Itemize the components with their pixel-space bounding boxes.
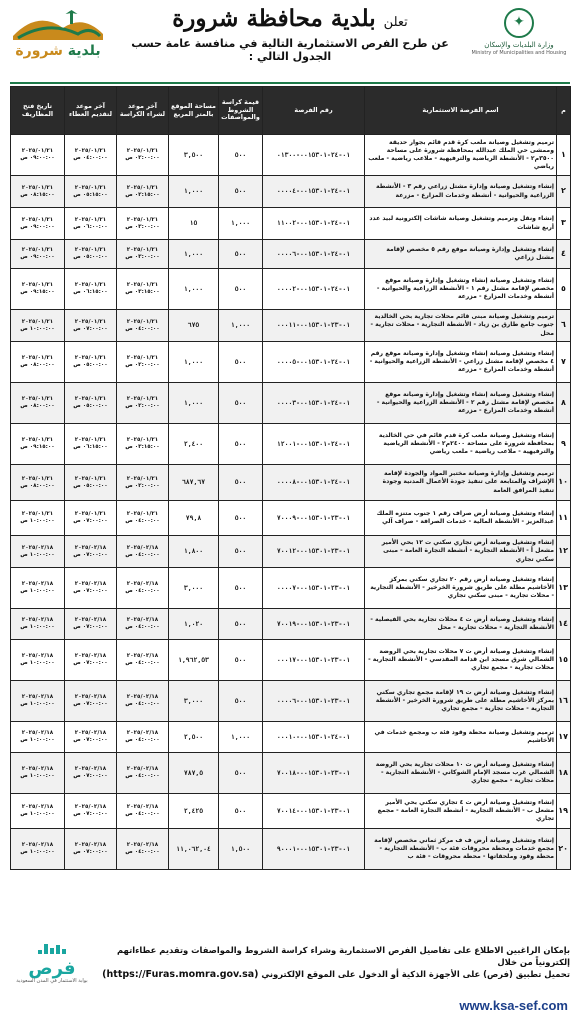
buy-deadline: ٢٠٢٥/٠١/٢١ ٠٢:١٥:٠٠ ص (117, 176, 169, 208)
ministry-name-en: Ministry of Municipalities and Housing (471, 49, 567, 56)
row-number: ٣ (557, 208, 571, 240)
table-row (11, 794, 571, 829)
buy-deadline: ٢٠٢٥/٠١/٢١ ٠٣:٠٠:٠٠ ص (117, 208, 169, 240)
site-area: ٣,٥٠٠ (169, 135, 219, 176)
opportunity-name: إنشاء وتشغيل وصيانة إنشاء وتشغيل وإدارة وصيانة موقع رقم ٤ مخصص لإقامة مشتل زراعي - الأنشطة الزراعية والحيوانية - أنشطة وخدمات المزارع - مزرعة (365, 342, 557, 383)
table-row (11, 753, 571, 794)
site-area: ٢,٤٢٥ (169, 794, 219, 829)
opportunity-name: ترميم وتشغيل وإدارة وصيانة مختبر المواد والجودة لإقامة الإشراف والمتابعة على تنفيذ جودة الأعمال المدنية وجودة تنفيذ المرافق العامة (365, 465, 557, 501)
row-number: ١٢ (557, 536, 571, 568)
site-area: ٧٩,٨ (169, 501, 219, 536)
envelope-open-date: ٢٠٢٥/٠١/٢١ ١٠:٠٠:٠٠ ص (11, 310, 65, 342)
opportunity-id: ٠١-٢٤-٠٠١٥٣٠١-١١٠٠٢ (263, 208, 365, 240)
row-number: ١ (557, 135, 571, 176)
row-number: ٧ (557, 342, 571, 383)
buy-deadline: ٢٠٢٥/٠١/٢١ ٠٣:٠٠:٠٠ ص (117, 240, 169, 269)
table-row (11, 383, 571, 424)
booklet-fee: ٥٠٠ (219, 753, 263, 794)
submit-deadline: ٢٠٢٥/٠١/٢١ ٠٥:٠٠:٠٠ ص (65, 342, 117, 383)
furas-logo (12, 944, 92, 990)
site-area: ٦٧٥ (169, 310, 219, 342)
furas-url-link[interactable]: (https://Furas.momra.gov.sa) (102, 969, 259, 981)
opportunity-name: إنشاء وتشغيل وصيانة أرض ت ١٠ محلات تجارية بحي الروضة الشمالي غرب مسجد الإمام الشوكاني - الأنشطة التجارية - محلات تجارية - مجمع تجاري (365, 753, 557, 794)
footer-line-1: بإمكان الراغبين الاطلاع على تفاصيل الفرص الاستثمارية وشراء كراسة الشروط والمواصفات وتقديم عطاءاتهم إلكترونياً من خلال (116, 945, 570, 968)
opportunity-name: ترميم وتشغيل وصيانة مبنى قائم محلات تجارية بحي الخالدية جنوب جامع طارق بن زياد - الأنشطة التجارية - محلات تجارية - محل (365, 310, 557, 342)
submit-deadline: ٢٠٢٥/٠١/٢١ ٠٥:١٥:٠٠ ص (65, 176, 117, 208)
site-area: ١,٠٠٠ (169, 342, 219, 383)
header-area: مساحة الموقع بالمتر المربع (169, 87, 219, 135)
buy-deadline: ٢٠٢٥/٠٢/١٨ ٠٤:٠٠:٠٠ ص (117, 722, 169, 753)
palm-emblem-icon: ✦ (504, 8, 534, 38)
buy-deadline: ٢٠٢٥/٠٢/١٨ ٠٤:٠٠:٠٠ ص (117, 536, 169, 568)
booklet-fee: ١,٠٠٠ (219, 310, 263, 342)
opportunity-name: إنشاء وتشغيل وصيانة أرض ت ٤ تجاري سكني بحي الأمير مشعل ب - الأنشطة التجارية - أنشطة التجارة العامة - مجمع تجاري (365, 794, 557, 829)
opportunity-id: ٠١-٢٣-٠٠١٥٣٠١-٧٠٠٠٩ (263, 501, 365, 536)
buy-deadline: ٢٠٢٥/٠٢/١٨ ٠٤:٠٠:٠٠ ص (117, 794, 169, 829)
row-number: ٩ (557, 424, 571, 465)
buy-deadline: ٢٠٢٥/٠٢/١٨ ٠٤:٠٠:٠٠ ص (117, 609, 169, 640)
row-number: ١٣ (557, 568, 571, 609)
buy-deadline: ٢٠٢٥/٠١/٢١ ٠٢:٠٠:٠٠ ص (117, 135, 169, 176)
buy-deadline: ٢٠٢٥/٠١/٢١ ٠٣:١٥:٠٠ ص (117, 269, 169, 310)
table-row (11, 640, 571, 681)
submit-deadline: ٢٠٢٥/٠١/٢١ ٠٥:٠٠:٠٠ ص (65, 465, 117, 501)
opportunity-id: ٠١-٢٤-٠٠١٥٣٠١-٠٠٠٠٦ (263, 240, 365, 269)
submit-deadline: ٢٠٢٥/٠٢/١٨ ٠٧:٠٠:٠٠ ص (65, 640, 117, 681)
site-area: ١,٠٠٠ (169, 176, 219, 208)
table-row (11, 240, 571, 269)
envelope-open-date: ٢٠٢٥/٠١/٢١ ٠٩:١٥:٠٠ ص (11, 424, 65, 465)
opportunity-name: إنشاء وتشغيل وصيانة أرض ف ف مركز ثماني مخصص لإقامة مجمع خدمات ومحطة محروقات فئة ب - الأنشطة التجارية - محطة وقود وملحقاتها - محطة محروقات - فئة ب (365, 829, 557, 870)
opportunity-name: إنشاء وتشغيل وصيانة إنشاء وتشغيل وإدارة وصيانة موقع مخصص لإقامة مشتل رقم ١ - الأنشطة الزراعية والحيوانية - أنشطة وخدمات المزارع - مزرعة (365, 269, 557, 310)
site-area: ١٥ (169, 208, 219, 240)
announce-word: تعلن (383, 15, 408, 30)
site-area: ٢,٥٠٠ (169, 722, 219, 753)
envelope-open-date: ٢٠٢٥/٠٢/١٨ ١٠:٠٠:٠٠ ص (11, 609, 65, 640)
opportunity-name: إنشاء وتشغيل وصيانة ملعب كرة قدم قائم في حي الخالدية بمحافظة شرورة على مساحة ٢٤٠٠م٢ - الأنشطة الرياضية والترفيهية - ملاعب رياضية - ملعب رياضي (365, 424, 557, 465)
booklet-fee: ٥٠٠ (219, 794, 263, 829)
table-row (11, 681, 571, 722)
site-area: ١,٠٠٠ (169, 269, 219, 310)
site-area: ٣,٠٠٠ (169, 681, 219, 722)
booklet-fee: ١,٠٠٠ (219, 208, 263, 240)
submit-deadline: ٢٠٢٥/٠١/٢١ ٠٧:٠٠:٠٠ ص (65, 501, 117, 536)
footer-text (100, 944, 570, 982)
header-open-date: تاريخ فتح المظاريف (11, 87, 65, 135)
site-area: ٢,٤٠٠ (169, 424, 219, 465)
opportunity-id: ٠١-٢٤-٠٠١٥٣٠١-٠٠٠٠٢ (263, 269, 365, 310)
envelope-open-date: ٢٠٢٥/٠٢/١٨ ١٠:٠٠:٠٠ ص (11, 640, 65, 681)
envelope-open-date: ٢٠٢٥/٠٢/١٨ ١٠:٠٠:٠٠ ص (11, 829, 65, 870)
envelope-open-date: ٢٠٢٥/٠٢/١٨ ١٠:٠٠:٠٠ ص (11, 794, 65, 829)
header-fee: قيمة كراسة الشروط والمواصفات (219, 87, 263, 135)
envelope-open-date: ٢٠٢٥/٠٢/١٨ ١٠:٠٠:٠٠ ص (11, 753, 65, 794)
table-row (11, 536, 571, 568)
dunes-logo-icon (8, 6, 108, 40)
booklet-fee: ٥٠٠ (219, 609, 263, 640)
row-number: ١٩ (557, 794, 571, 829)
header-buy-deadline: آخر موعد لشراء الكراسة (117, 87, 169, 135)
announcement-header (0, 0, 580, 82)
opportunity-name: إنشاء وتشغيل وصيانة أرض ت ١٩ لإقامة مجمع تجاري سكني بمركز الأخاشيم مطلة على طريق شرورة الخرخير - الأنشطة التجارية - محلات تجارية - مجمع تجاري (365, 681, 557, 722)
buy-deadline: ٢٠٢٥/٠٢/١٨ ٠٤:٠٠:٠٠ ص (117, 829, 169, 870)
envelope-open-date: ٢٠٢٥/٠١/٢١ ٠٨:٠٠:٠٠ ص (11, 465, 65, 501)
table-row (11, 501, 571, 536)
table-row (11, 609, 571, 640)
header-divider (10, 82, 570, 84)
ministry-logo (464, 8, 574, 56)
opportunity-id: ٠١-٢٣-٠٠١٥٣٠١-٩٠٠٠١ (263, 829, 365, 870)
furas-wordmark: فرص (28, 958, 76, 979)
buy-deadline: ٢٠٢٥/٠١/٢١ ٠٤:٠٠:٠٠ ص (117, 501, 169, 536)
table-row (11, 722, 571, 753)
envelope-open-date: ٢٠٢٥/٠٢/١٨ ١٠:٠٠:٠٠ ص (11, 681, 65, 722)
buy-deadline: ٢٠٢٥/٠١/٢١ ٠٣:١٥:٠٠ ص (117, 424, 169, 465)
row-number: ١٨ (557, 753, 571, 794)
site-area: ١,٠٢٠ (169, 609, 219, 640)
envelope-open-date: ٢٠٢٥/٠١/٢١ ٠٩:٠٠:٠٠ ص (11, 208, 65, 240)
table-row (11, 465, 571, 501)
opportunity-name: إنشاء وتشغيل وصيانة وإدارة مشتل زراعي رقم ٣ - الأنشطة الزراعية والحيوانية - أنشطة وخدمات المزارع - مزرعة (365, 176, 557, 208)
envelope-open-date: ٢٠٢٥/٠١/٢١ ٠٨:٠٠:٠٠ ص (11, 342, 65, 383)
table-row (11, 568, 571, 609)
submit-deadline: ٢٠٢٥/٠٢/١٨ ٠٧:٠٠:٠٠ ص (65, 536, 117, 568)
table-body (11, 135, 571, 870)
footer (10, 944, 570, 994)
site-area: ١,٩٦٢,٥٣ (169, 640, 219, 681)
buy-deadline: ٢٠٢٥/٠١/٢١ ٠٢:٠٠:٠٠ ص (117, 465, 169, 501)
buy-deadline: ٢٠٢٥/٠١/٢١ ٠٤:٠٠:٠٠ ص (117, 310, 169, 342)
row-number: ١٧ (557, 722, 571, 753)
envelope-open-date: ٢٠٢٥/٠١/٢١ ١٠:٠٠:٠٠ ص (11, 501, 65, 536)
opportunity-name: إنشاء وتشغيل وإدارة وصيانة موقع رقم ٥ مخصص لإقامة مشتل زراعي (365, 240, 557, 269)
footer-line-2 (100, 968, 570, 982)
row-number: ٦ (557, 310, 571, 342)
site-area: ٦٨٧,٦٧ (169, 465, 219, 501)
opportunity-id: ٠١-٢٤-٠٠١٥٣٠١-٠١٣٠٠ (263, 135, 365, 176)
row-number: ١٤ (557, 609, 571, 640)
envelope-open-date: ٢٠٢٥/٠١/٢١ ٠٨:١٥:٠٠ ص (11, 176, 65, 208)
header-submit-deadline: آخر موعد لتقديم العطاء (65, 87, 117, 135)
opportunity-name: إنشاء وتشغيل وصيانة أرض رقم ٢٠ تجاري سكني بمركز الأخاشيم مطلة على طريق شرورة الخرخير - الأنشطة التجارية - محلات تجارية - مبنى سكني تجاري (365, 568, 557, 609)
envelope-open-date: ٢٠٢٥/٠٢/١٨ ١٠:٠٠:٠٠ ص (11, 722, 65, 753)
submit-deadline: ٢٠٢٥/٠٢/١٨ ٠٧:٠٠:٠٠ ص (65, 609, 117, 640)
opportunity-id: ٠١-٢٣-٠٠١٥٣٠١-٧٠٠١٤ (263, 794, 365, 829)
booklet-fee: ٥٠٠ (219, 640, 263, 681)
row-number: ١٠ (557, 465, 571, 501)
opportunity-id: ٠١-٢٤-٠٠١٥٣٠١-١٢٠٠١ (263, 424, 365, 465)
buy-deadline: ٢٠٢٥/٠٢/١٨ ٠٤:٠٠:٠٠ ص (117, 753, 169, 794)
submit-deadline: ٢٠٢٥/٠١/٢١ ٠٤:٠٠:٠٠ ص (65, 135, 117, 176)
envelope-open-date: ٢٠٢٥/٠٢/١٨ ١٠:٠٠:٠٠ ص (11, 568, 65, 609)
opportunity-id: ٠١-٢٤-٠٠١٥٣٠١-٠٠٠١٠ (263, 722, 365, 753)
buy-deadline: ٢٠٢٥/٠١/٢١ ٠٢:٠٠:٠٠ ص (117, 383, 169, 424)
row-number: ٢٠ (557, 829, 571, 870)
row-number: ١١ (557, 501, 571, 536)
buy-deadline: ٢٠٢٥/٠٢/١٨ ٠٤:٠٠:٠٠ ص (117, 640, 169, 681)
ministry-name-ar: وزارة البلديات والإسكان (484, 41, 554, 49)
row-number: ١٥ (557, 640, 571, 681)
logo-city: شرورة (15, 43, 63, 59)
opportunity-id: ٠١-٢٣-٠٠١٥٣٠١-٠٠٠١١ (263, 310, 365, 342)
buy-deadline: ٢٠٢٥/٠١/٢١ ٠٢:٠٠:٠٠ ص (117, 342, 169, 383)
row-number: ٨ (557, 383, 571, 424)
table-row (11, 424, 571, 465)
submit-deadline: ٢٠٢٥/٠٢/١٨ ٠٧:٠٠:٠٠ ص (65, 829, 117, 870)
booklet-fee: ٥٠٠ (219, 536, 263, 568)
buy-deadline: ٢٠٢٥/٠٢/١٨ ٠٤:٠٠:٠٠ ص (117, 681, 169, 722)
table-row (11, 135, 571, 176)
envelope-open-date: ٢٠٢٥/٠٢/١٨ ١٠:٠٠:٠٠ ص (11, 536, 65, 568)
booklet-fee: ٥٠٠ (219, 383, 263, 424)
opportunity-name: إنشاء وتشغيل وصيانة أرض تجاري سكني ت ١٢ بحي الأمير مشعل أ - الأنشطة التجارية - أنشطة التجارة العامة - مبنى سكني تجاري (365, 536, 557, 568)
source-site-watermark: www.ksa-sef.com (459, 998, 568, 1013)
booklet-fee: ٥٠٠ (219, 176, 263, 208)
header-name: اسم الفرصة الاستثمارية (365, 87, 557, 135)
opportunity-id: ٠١-٢٤-٠٠١٥٣٠١-٠٠٠٠٣ (263, 383, 365, 424)
booklet-fee: ٥٠٠ (219, 240, 263, 269)
opportunity-name: إنشاء ونقل وترميم وتشغيل وصيانة شاشات إلكترونية لبيد عدد أربع شاشات (365, 208, 557, 240)
municipality-name: بلدية محافظة شرورة (172, 5, 376, 32)
opportunity-id: ٠١-٢٤-٠٠١٥٣٠١-٠٠٠٠٨ (263, 465, 365, 501)
site-area: ٣,٠٠٠ (169, 568, 219, 609)
furas-tagline: بوابة الاستثمار في المدن السعودية (16, 978, 88, 984)
row-number: ١٦ (557, 681, 571, 722)
page-subtitle: عن طرح الفرص الاستثمارية التالية في منافسة عامة حسب الجدول التالي : (131, 37, 449, 64)
table-row (11, 342, 571, 383)
buy-deadline: ٢٠٢٥/٠٢/١٨ ٠٤:٠٠:٠٠ ص (117, 568, 169, 609)
booklet-fee: ٥٠٠ (219, 681, 263, 722)
opportunity-name: إنشاء وتشغيل وصيانة أرض ت ٤ محلات تجارية بحي الفيصلية - الأنشطة التجارية - محلات تجارية - محل (365, 609, 557, 640)
opportunity-name: ترميم وتشغيل وصيانة ملعب كرة قدم قائم بجوار حديقة وممشى حي الملك عبدالله بمحافظة شرورة على مساحة ٣٥٠٠م٢ - الأنشطة الرياضية والترفيهية - ملاعب رياضية - ملعب رياضي (365, 135, 557, 176)
submit-deadline: ٢٠٢٥/٠١/٢١ ٠٥:٠٠:٠٠ ص (65, 240, 117, 269)
header-no: م (557, 87, 571, 135)
site-area: ١١,٠٦٢,٠٤ (169, 829, 219, 870)
submit-deadline: ٢٠٢٥/٠٢/١٨ ٠٧:٠٠:٠٠ ص (65, 794, 117, 829)
opportunity-id: ٠١-٢٣-٠٠١٥٣٠١-٠٠٠١٧ (263, 640, 365, 681)
site-area: ١,٠٠٠ (169, 240, 219, 269)
site-area: ١,٨٠٠ (169, 536, 219, 568)
table-row (11, 269, 571, 310)
booklet-fee: ٥٠٠ (219, 135, 263, 176)
opportunity-id: ٠١-٢٤-٠٠١٥٣٠١-٠٠٠٠٤ (263, 176, 365, 208)
submit-deadline: ٢٠٢٥/٠١/٢١ ٠٥:٠٠:٠٠ ص (65, 383, 117, 424)
envelope-open-date: ٢٠٢٥/٠١/٢١ ٠٨:٠٠:٠٠ ص (11, 383, 65, 424)
envelope-open-date: ٢٠٢٥/٠١/٢١ ٠٩:٠٠:٠٠ ص (11, 135, 65, 176)
opportunity-id: ٠١-٢٤-٠٠١٥٣٠١-٠٠٠٠٥ (263, 342, 365, 383)
submit-deadline: ٢٠٢٥/٠٢/١٨ ٠٧:٠٠:٠٠ ص (65, 722, 117, 753)
site-area: ١,٠٠٠ (169, 383, 219, 424)
title-block (120, 6, 460, 63)
booklet-fee: ١,٠٠٠ (219, 722, 263, 753)
table-row (11, 829, 571, 870)
opportunity-id: ٠١-٢٣-٠٠١٥٣٠١-٠٠٠٠٦ (263, 681, 365, 722)
booklet-fee: ٥٠٠ (219, 501, 263, 536)
opportunity-id: ٠١-٢٣-٠٠١٥٣٠١-٧٠٠١٨ (263, 753, 365, 794)
submit-deadline: ٢٠٢٥/٠١/٢١ ٠٦:١٥:٠٠ ص (65, 424, 117, 465)
submit-deadline: ٢٠٢٥/٠١/٢١ ٠٦:٠٠:٠٠ ص (65, 208, 117, 240)
submit-deadline: ٢٠٢٥/٠٢/١٨ ٠٧:٠٠:٠٠ ص (65, 568, 117, 609)
envelope-open-date: ٢٠٢٥/٠١/٢١ ٠٩:٠٠:٠٠ ص (11, 240, 65, 269)
table-row (11, 208, 571, 240)
page-title (120, 6, 460, 31)
opportunity-id: ٠١-٢٣-٠٠١٥٣٠١-٠٠٠٠٧ (263, 568, 365, 609)
header-id: رقم الفرصة (263, 87, 365, 135)
submit-deadline: ٢٠٢٥/٠١/٢١ ٠٧:٠٠:٠٠ ص (65, 310, 117, 342)
booklet-fee: ٥٠٠ (219, 269, 263, 310)
municipality-logo (8, 6, 108, 72)
opportunity-name: ترميم وتشغيل وصيانة محطة وقود فئة ب ومجمع خدمات في الأخاشيم (365, 722, 557, 753)
row-number: ٤ (557, 240, 571, 269)
table-row (11, 310, 571, 342)
skyline-icon (12, 944, 92, 954)
site-area: ٧٨٧,٥ (169, 753, 219, 794)
opportunity-name: إنشاء وتشغيل وصيانة أرض صراف رقم ١ جنوب متنزه الملك عبدالعزيز - الأنشطة المالية - خدمات الصرافة - صراف آلي (365, 501, 557, 536)
booklet-fee: ١,٥٠٠ (219, 829, 263, 870)
opportunity-name: إنشاء وتشغيل وصيانة أرض ت ٧ محلات تجارية بحي الروضة الشمالي شرق مسجد ابن قدامة المقدسي - الأنشطة التجارية - محلات تجارية - مجمع تجاري (365, 640, 557, 681)
footer-line-2-text: تحميل تطبيق (فرص) على الأجهزة الذكية أو الدخول على الموقع الإلكتروني (261, 969, 570, 980)
opportunity-id: ٠١-٢٣-٠٠١٥٣٠١-٧٠٠١٢ (263, 536, 365, 568)
opportunity-name: إنشاء وتشغيل وصيانة إنشاء وتشغيل وإدارة وصيانة موقع مخصص لإقامة مشتل رقم ٢ - الأنشطة الزراعية والحيوانية - أنشطة وخدمات المزارع - مزرعة (365, 383, 557, 424)
row-number: ٥ (557, 269, 571, 310)
opportunities-table (10, 86, 571, 870)
row-number: ٢ (557, 176, 571, 208)
table-header-row (11, 87, 571, 135)
submit-deadline: ٢٠٢٥/٠٢/١٨ ٠٧:٠٠:٠٠ ص (65, 681, 117, 722)
opportunity-id: ٠١-٢٣-٠٠١٥٣٠١-٧٠٠١٩ (263, 609, 365, 640)
submit-deadline: ٢٠٢٥/٠٢/١٨ ٠٧:٠٠:٠٠ ص (65, 753, 117, 794)
booklet-fee: ٥٠٠ (219, 424, 263, 465)
envelope-open-date: ٢٠٢٥/٠١/٢١ ٠٩:١٥:٠٠ ص (11, 269, 65, 310)
booklet-fee: ٥٠٠ (219, 568, 263, 609)
logo-word: بلدية (67, 43, 101, 59)
logo-wordmark (8, 44, 108, 58)
submit-deadline: ٢٠٢٥/٠١/٢١ ٠٦:١٥:٠٠ ص (65, 269, 117, 310)
table-row (11, 176, 571, 208)
booklet-fee: ٥٠٠ (219, 465, 263, 501)
booklet-fee: ٥٠٠ (219, 342, 263, 383)
